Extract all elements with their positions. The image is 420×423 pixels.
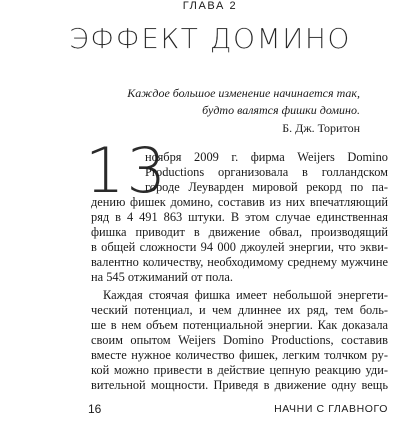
body-line: ческий потенциал, и чем длиннее их ряд, тем боль-	[91, 303, 388, 317]
epigraph-line: Каждое большое изменение начинается так,	[127, 86, 360, 100]
body-line: Productions организовала в голландском	[145, 165, 388, 179]
chapter-label: ГЛАВА 2	[182, 0, 238, 12]
body-line: городе Леуварден мировой рекорд по па-	[145, 180, 388, 194]
body-line: своим опытом Weijers Domino Productions, составив	[91, 333, 388, 347]
body-line: ше в нем объем потенциальной энергии. Как доказала	[91, 318, 388, 332]
epigraph-line: будто валятся фишки домино.	[202, 103, 360, 117]
drop-cap: 13	[85, 134, 168, 207]
body-line: ряд в 4 491 863 штуки. В этом случае единственная	[91, 210, 388, 224]
body-line: на 545 отжиманий от пола.	[91, 270, 233, 284]
body-line: кой можно привести в действие цепную реакцию уди-	[91, 363, 388, 377]
body-line: ноября 2009 г. фирма Weijers Domino	[145, 150, 388, 164]
epigraph-author: Б. Дж. Торитон	[282, 121, 360, 135]
epigraph	[104, 85, 360, 119]
body-line: вительной мощности. Приведя в движение одну вещь	[91, 378, 388, 392]
body-line: фишка приводит в движение обвал, производящий	[91, 225, 388, 239]
body-line: дению фишек домино, составив из них впечатляющий	[91, 195, 388, 209]
page-number: 16	[88, 402, 102, 416]
chapter-title: ЭФФЕКТ ДОМИНО	[69, 22, 351, 55]
body-line: валентно количеству, необходимому среднему мужчине	[91, 255, 388, 269]
running-title: НАЧНИ С ГЛАВНОГО	[274, 403, 388, 415]
body-line: вместе нужное количество фишек, легким толчком ру-	[91, 348, 388, 362]
body-line: Каждая стоячая фишка имеет небольшой энергети-	[103, 288, 388, 302]
body-line: в общей сложности 94 000 джоулей энергии, что экви-	[91, 240, 388, 254]
